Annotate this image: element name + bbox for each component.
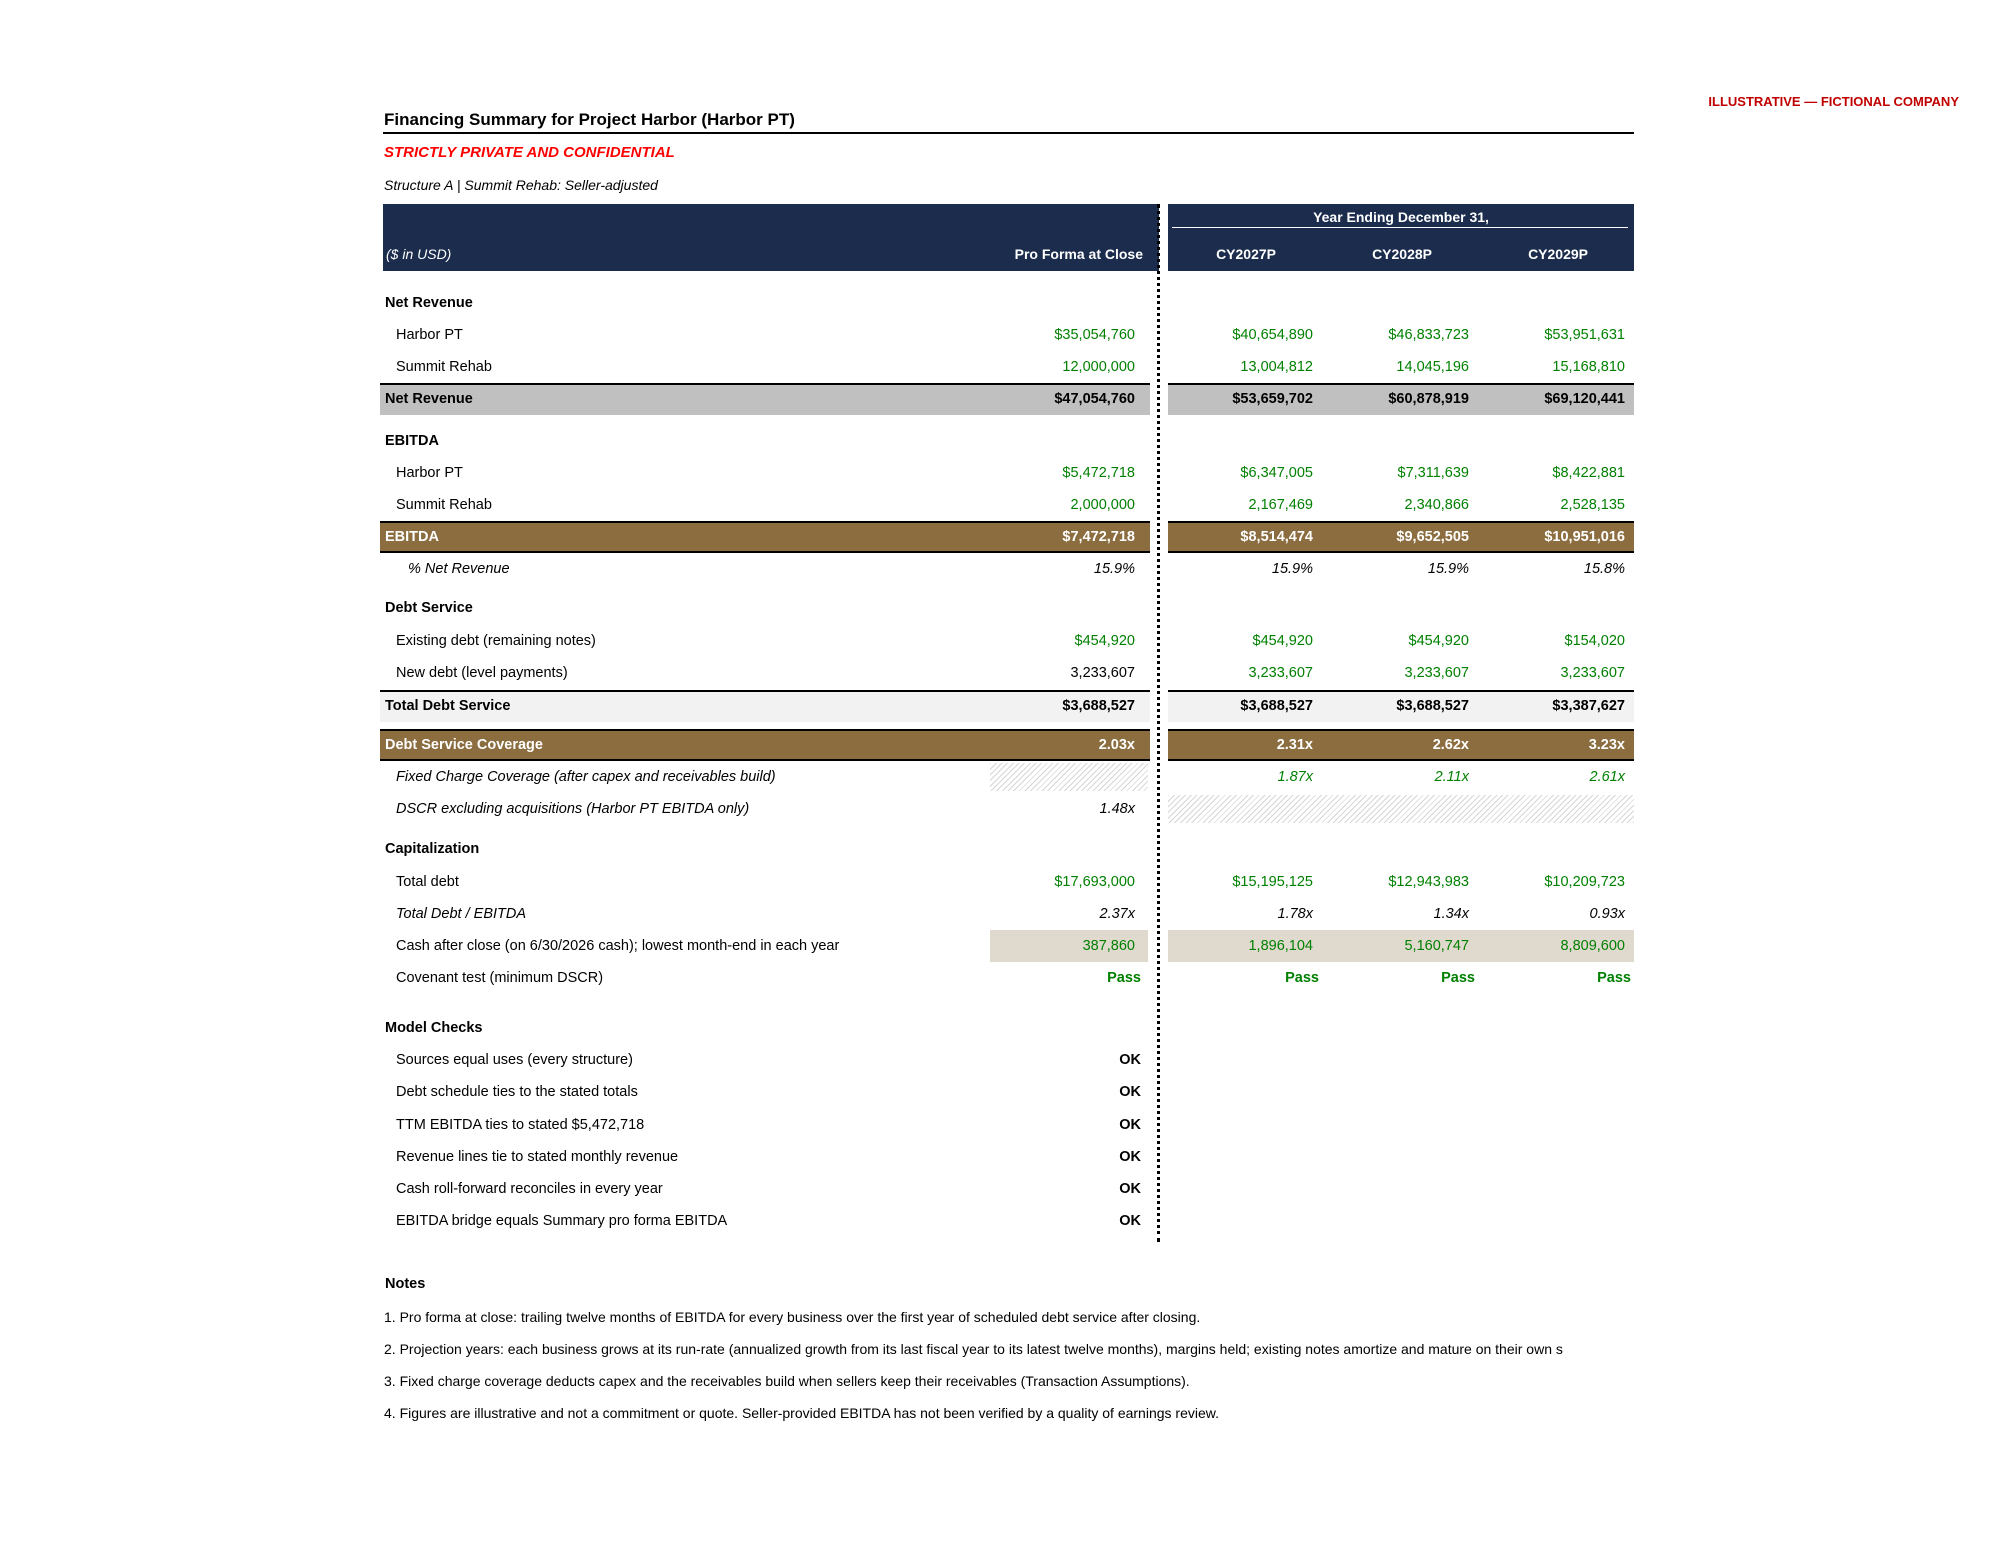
check-row xyxy=(0,1173,1999,1205)
cell-pro-forma: $47,054,760 xyxy=(1054,391,1135,407)
cell-cy2028: $3,688,527 xyxy=(1396,698,1469,714)
year-ending-header: Year Ending December 31, xyxy=(1313,209,1489,225)
table-row xyxy=(0,457,1999,489)
structure-subtitle: Structure A | Summit Rehab: Seller-adjusted xyxy=(384,177,658,193)
cell-cy2029: 8,809,600 xyxy=(1560,938,1625,954)
row-label: EBITDA xyxy=(385,529,439,545)
cell-cy2027: $40,654,890 xyxy=(1232,327,1313,343)
table-row xyxy=(0,553,1999,585)
section-heading xyxy=(0,592,1999,624)
cell-cy2027: 1,896,104 xyxy=(1248,938,1313,954)
cell-cy2028: 3,233,607 xyxy=(1404,665,1469,681)
table-header-right xyxy=(1168,204,1634,271)
cell-cy2028: $454,920 xyxy=(1408,633,1469,649)
cell-cy2029: 3.23x xyxy=(1588,737,1625,753)
check-label: Sources equal uses (every structure) xyxy=(396,1052,633,1068)
check-row xyxy=(0,1141,1999,1173)
section-heading xyxy=(0,833,1999,865)
illustrative-stamp: ILLUSTRATIVE — FICTIONAL COMPANY xyxy=(1708,94,1959,109)
column-divider xyxy=(1157,204,1160,1242)
check-label: Revenue lines tie to stated monthly revenue xyxy=(396,1149,679,1165)
cell-cy2029: Pass xyxy=(1597,970,1631,986)
row-label: Total debt xyxy=(396,874,459,890)
cell-pro-forma: 2.37x xyxy=(1099,906,1135,922)
cell-cy2028: 2.11x xyxy=(1434,769,1469,785)
cell-pro-forma: 3,233,607 xyxy=(1070,665,1135,681)
cell-cy2029: 2.61x xyxy=(1589,769,1625,785)
row-label: DSCR excluding acquisitions (Harbor PT EBITDA only) xyxy=(396,801,750,817)
cell-cy2028: 1.34x xyxy=(1433,906,1469,922)
cell-cy2027: 2.31x xyxy=(1276,737,1313,753)
total-row xyxy=(0,383,1999,415)
check-label: Debt schedule ties to the stated totals xyxy=(396,1084,638,1100)
na-hatch xyxy=(1168,795,1634,823)
row-label: Harbor PT xyxy=(396,465,463,481)
cell-cy2028: $12,943,983 xyxy=(1388,874,1469,890)
cell-cy2028: 2,340,866 xyxy=(1404,497,1469,513)
row-label: Cash after close (on 6/30/2026 cash); lowest month-end in each year xyxy=(396,938,840,954)
row-label: New debt (level payments) xyxy=(396,665,568,681)
check-status: OK xyxy=(1119,1084,1141,1100)
cell-pro-forma: $7,472,718 xyxy=(1062,529,1135,545)
section-ebitda: EBITDA xyxy=(385,433,439,449)
cell-cy2028: $46,833,723 xyxy=(1388,327,1469,343)
cell-cy2027: $3,688,527 xyxy=(1240,698,1313,714)
cell-pro-forma: 2,000,000 xyxy=(1070,497,1135,513)
row-label: Harbor PT xyxy=(396,327,463,343)
cell-pro-forma: $3,688,527 xyxy=(1062,698,1135,714)
cell-cy2027: Pass xyxy=(1285,970,1319,986)
table-row xyxy=(0,489,1999,521)
cell-cy2029: 15.8% xyxy=(1583,561,1625,577)
check-row xyxy=(0,1205,1999,1237)
year-header-1: CY2027P xyxy=(1216,246,1276,262)
cell-cy2027: $53,659,702 xyxy=(1232,391,1313,407)
section-heading xyxy=(0,287,1999,319)
total-row xyxy=(0,521,1999,553)
year-header-2: CY2028P xyxy=(1372,246,1432,262)
title-underline xyxy=(383,132,1634,134)
cell-cy2028: $60,878,919 xyxy=(1388,391,1469,407)
table-row xyxy=(0,793,1999,825)
page-title: Financing Summary for Project Harbor (Harbor PT) xyxy=(384,110,795,129)
cell-cy2028: Pass xyxy=(1441,970,1475,986)
table-row xyxy=(0,761,1999,793)
check-status: OK xyxy=(1119,1052,1141,1068)
cell-cy2029: $3,387,627 xyxy=(1552,698,1625,714)
row-label: Summit Rehab xyxy=(396,497,492,513)
row-label: Fixed Charge Coverage (after capex and receivables build) xyxy=(396,769,776,785)
cell-cy2027: 13,004,812 xyxy=(1240,359,1313,375)
check-row xyxy=(0,1076,1999,1108)
row-label: Summit Rehab xyxy=(396,359,492,375)
cell-pro-forma: 387,860 xyxy=(1082,938,1135,954)
row-label: % Net Revenue xyxy=(408,561,510,577)
cell-cy2027: 1.78x xyxy=(1277,906,1313,922)
units-label: ($ in USD) xyxy=(386,246,452,262)
pro-forma-header: Pro Forma at Close xyxy=(1014,246,1143,262)
check-status: OK xyxy=(1119,1117,1141,1133)
cell-cy2029: 3,233,607 xyxy=(1560,665,1625,681)
section-heading xyxy=(0,1012,1999,1044)
cell-cy2028: 14,045,196 xyxy=(1396,359,1469,375)
cell-cy2029: 15,168,810 xyxy=(1552,359,1625,375)
check-label: EBITDA bridge equals Summary pro forma EBITDA xyxy=(396,1213,728,1229)
table-row xyxy=(0,319,1999,351)
note-item: 3. Fixed charge coverage deducts capex and the receivables build when sellers keep their receivables (Transaction Assumptions). xyxy=(384,1373,1190,1389)
section-heading xyxy=(0,425,1999,457)
cell-cy2027: 1.87x xyxy=(1277,769,1313,785)
cell-cy2028: 2.62x xyxy=(1432,737,1469,753)
cell-pro-forma: 2.03x xyxy=(1098,737,1135,753)
cell-cy2029: $10,951,016 xyxy=(1544,529,1625,545)
row-label: Net Revenue xyxy=(385,391,473,407)
cell-pro-forma: $17,693,000 xyxy=(1054,874,1135,890)
check-label: Cash roll-forward reconciles in every year xyxy=(396,1181,663,1197)
cell-cy2028: $9,652,505 xyxy=(1396,529,1469,545)
table-row xyxy=(0,866,1999,898)
cell-cy2029: $69,120,441 xyxy=(1544,391,1625,407)
total-row xyxy=(0,729,1999,761)
cell-cy2027: $8,514,474 xyxy=(1240,529,1313,545)
total-row xyxy=(0,690,1999,722)
cell-pro-forma: 12,000,000 xyxy=(1062,359,1135,375)
table-row xyxy=(0,351,1999,383)
row-label: Covenant test (minimum DSCR) xyxy=(396,970,604,986)
cell-pro-forma: 1.48x xyxy=(1099,801,1135,817)
cell-cy2027: $6,347,005 xyxy=(1240,465,1313,481)
cell-cy2027: $454,920 xyxy=(1252,633,1313,649)
section-capitalization: Capitalization xyxy=(385,841,480,857)
check-row xyxy=(0,1109,1999,1141)
cell-pro-forma: $454,920 xyxy=(1074,633,1135,649)
cell-cy2028: $7,311,639 xyxy=(1397,465,1469,481)
check-row xyxy=(0,1044,1999,1076)
check-label: TTM EBITDA ties to stated $5,472,718 xyxy=(396,1117,645,1133)
cell-pro-forma: Pass xyxy=(1107,970,1141,986)
year-header-rule xyxy=(1172,227,1628,228)
cell-pro-forma: $5,472,718 xyxy=(1062,465,1135,481)
check-status: OK xyxy=(1119,1213,1141,1229)
cell-cy2029: $8,422,881 xyxy=(1552,465,1625,481)
table-row xyxy=(0,898,1999,930)
cell-cy2029: $154,020 xyxy=(1564,633,1625,649)
confidential-banner: STRICTLY PRIVATE AND CONFIDENTIAL xyxy=(384,144,675,161)
row-label: Existing debt (remaining notes) xyxy=(396,633,596,649)
note-item: 4. Figures are illustrative and not a commitment or quote. Seller-provided EBITDA has not been verified by a quality of earnings review. xyxy=(384,1405,1219,1421)
cell-cy2027: 3,233,607 xyxy=(1248,665,1313,681)
table-header-left xyxy=(383,204,1159,271)
row-label: Total Debt Service xyxy=(385,698,511,714)
cell-cy2029: 0.93x xyxy=(1589,906,1625,922)
cell-cy2027: 2,167,469 xyxy=(1248,497,1313,513)
note-item: 2. Projection years: each business grows at its run-rate (annualized growth from its last fiscal year to its latest twelve months), margins held; existing notes amortize and mature on their own s xyxy=(384,1341,1563,1357)
table-row xyxy=(0,625,1999,657)
cell-cy2029: 2,528,135 xyxy=(1560,497,1625,513)
na-hatch xyxy=(990,763,1148,791)
notes-heading: Notes xyxy=(385,1276,426,1292)
cell-pro-forma: 15.9% xyxy=(1093,561,1135,577)
table-row xyxy=(0,962,1999,994)
cell-cy2029: $10,209,723 xyxy=(1544,874,1625,890)
check-status: OK xyxy=(1119,1149,1141,1165)
cell-cy2028: 15.9% xyxy=(1427,561,1469,577)
section-debt-service: Debt Service xyxy=(385,600,473,616)
cell-pro-forma: $35,054,760 xyxy=(1054,327,1135,343)
row-label: Total Debt / EBITDA xyxy=(396,906,527,922)
section-net-revenue: Net Revenue xyxy=(385,295,473,311)
section-model-checks: Model Checks xyxy=(385,1020,483,1036)
row-label: Debt Service Coverage xyxy=(385,737,543,753)
cell-cy2028: 5,160,747 xyxy=(1404,938,1469,954)
check-status: OK xyxy=(1119,1181,1141,1197)
cell-cy2027: 15.9% xyxy=(1271,561,1313,577)
note-item: 1. Pro forma at close: trailing twelve months of EBITDA for every business over the first year of scheduled debt service after closing. xyxy=(384,1309,1201,1325)
cell-cy2029: $53,951,631 xyxy=(1544,327,1625,343)
year-header-3: CY2029P xyxy=(1528,246,1588,262)
cell-cy2027: $15,195,125 xyxy=(1232,874,1313,890)
table-row xyxy=(0,657,1999,689)
table-row xyxy=(0,930,1999,962)
